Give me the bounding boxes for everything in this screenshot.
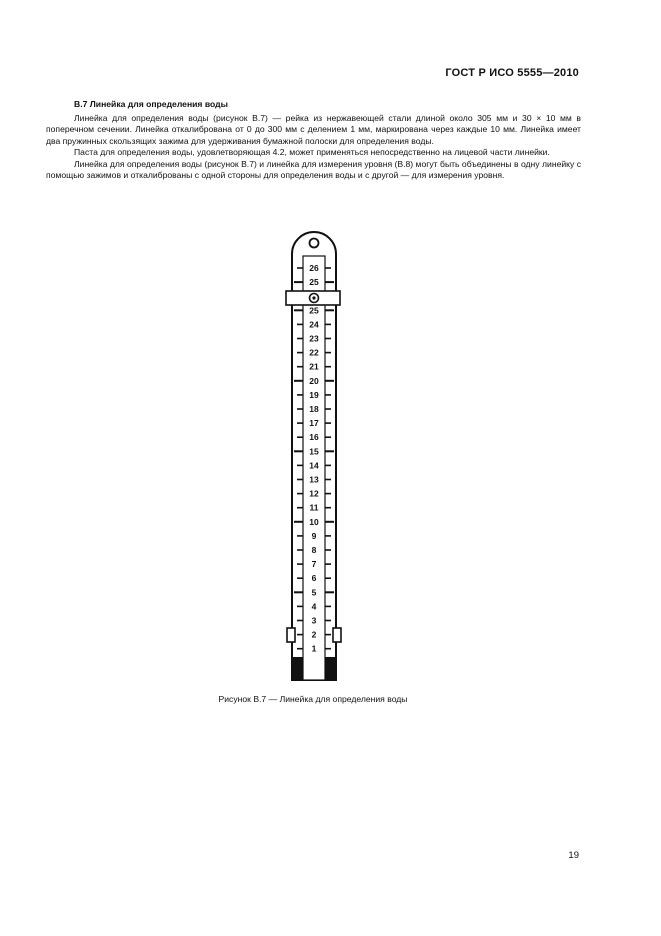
scale-label: 12 (309, 488, 319, 499)
scale-label: 17 (309, 418, 319, 429)
scale-label: 5 (311, 587, 317, 598)
scale-label: 20 (309, 375, 319, 386)
scale-label: 11 (309, 502, 319, 513)
paragraph-2: Паста для определения воды, удовлетворяющая 4.2, может применяться непосредственно на лицевой части линейки. (74, 147, 550, 157)
scale-label: 14 (309, 460, 319, 471)
scale-label: 1 (311, 643, 317, 654)
section-b7 (46, 99, 581, 182)
scale-label: 23 (309, 333, 319, 344)
scale-label: 24 (309, 319, 319, 330)
scale-label: 8 (311, 545, 317, 555)
page-number: 19 (568, 850, 579, 861)
scale-label: 3 (311, 615, 317, 626)
scale-label: 25 (309, 305, 319, 316)
section-title: В.7 Линейка для определения воды (74, 99, 228, 109)
scale-label: 21 (309, 361, 319, 372)
scale-label: 6 (311, 573, 317, 584)
hanging-hole-icon (310, 239, 319, 248)
scale-label: 15 (309, 446, 319, 457)
figure-caption: Рисунок В.7 — Линейка для определения воды (218, 694, 408, 704)
scale-label: 2 (311, 629, 317, 640)
water-ruler-drawing (284, 232, 344, 684)
scale-label: 22 (309, 347, 319, 358)
scale-label: 18 (309, 404, 319, 414)
lower-clamp-right (333, 628, 341, 642)
scale-label: 13 (309, 474, 319, 485)
scale-label: 19 (309, 389, 319, 400)
paragraph-1: Линейка для определения воды (рисунок В.7) — рейка из нержавеющей стали длиной около 305 мм и 30 × 10 мм в поперечном сечении. Линейка откалибрована от 0 до 300 мм с делением 1 мм, маркирована через каждые 10 мм. Линейка имеет два пружинных скользящих зажима для удерживания бумажной полоски для определения воды. (46, 112, 581, 146)
lower-clamp-left (287, 628, 295, 642)
water-ruler-figure (284, 232, 344, 684)
bottom-shade-right (325, 657, 336, 680)
scale-label: 25 (309, 277, 319, 288)
scale-label: 4 (311, 601, 317, 612)
document-header: ГОСТ Р ИСО 5555—2010 (445, 67, 579, 79)
scale-label: 7 (311, 559, 317, 570)
scale-label: 16 (309, 432, 319, 443)
scale-label: 10 (309, 516, 319, 527)
paragraph-3: Линейка для определения воды (рисунок В.7) и линейка для измерения уровня (В.8) могут быть объединены в одну линейку с помощью зажимов и откалиброваны с одной стороны для определения воды и с другой — для измерения уровня. (46, 158, 581, 180)
scale-label: 9 (311, 530, 317, 541)
scale-label: 26 (309, 263, 319, 273)
bottom-shade-left (292, 657, 303, 680)
